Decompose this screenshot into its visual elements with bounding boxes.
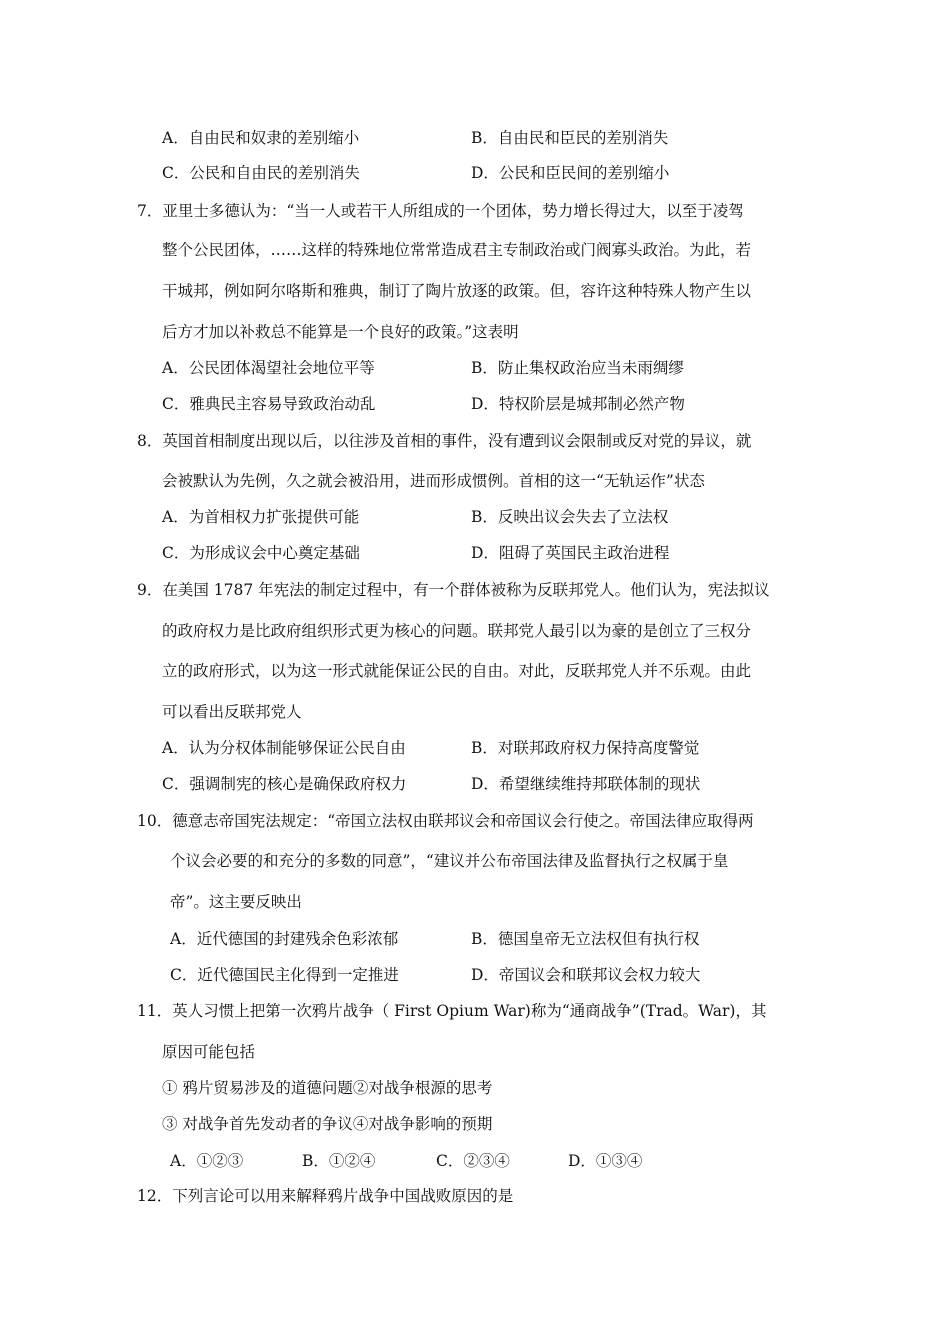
q10-stem-line: 个议会必要的和充分的多数的同意”，“建议并公布帝国法律及监督执行之权属于皇 <box>170 852 729 870</box>
q9-option-d: D．希望继续维持邦联体制的现状 <box>471 775 701 793</box>
q10-option-d: D．帝国议会和联邦议会权力较大 <box>471 966 701 984</box>
q11-statement-line: ① 鸦片贸易涉及的道德问题②对战争根源的思考 <box>162 1079 493 1097</box>
q11-statement-line: ③ 对战争首先发动者的争议④对战争影响的预期 <box>162 1115 493 1133</box>
q8-option-d: D．阻碍了英国民主政治进程 <box>471 544 670 562</box>
q11-stem-line: 原因可能包括 <box>162 1043 256 1061</box>
q8-stem-line: 8．英国首相制度出现以后，以往涉及首相的事件，没有遭到议会限制或反对党的异议，就 <box>137 432 752 450</box>
q8-option-b: B．反映出议会失去了立法权 <box>471 508 669 526</box>
q9-option-a: A．认为分权体制能够保证公民自由 <box>162 739 406 757</box>
q7-option-d: D．特权阶层是城邦制必然产物 <box>471 395 685 413</box>
q9-stem-line: 的政府权力是比政府组织形式更为核心的问题。联邦党人最引以为豪的是创立了三权分 <box>162 622 752 640</box>
q6-option-c: C．公民和自由民的差别消失 <box>162 164 360 182</box>
q11-option-d: D．①③④ <box>568 1152 643 1170</box>
q10-option-c: C．近代德国民主化得到一定推进 <box>170 966 399 984</box>
q7-option-c: C．雅典民主容易导致政治动乱 <box>162 395 376 413</box>
q10-stem-line: 10．德意志帝国宪法规定：“帝国立法权由联邦议会和帝国议会行使之。帝国法律应取得两 <box>137 812 754 830</box>
q9-option-c: C．强调制宪的核心是确保政府权力 <box>162 775 407 793</box>
q9-stem-line: 立的政府形式，以为这一形式就能保证公民的自由。对此，反联邦党人并不乐观。由此 <box>162 662 752 680</box>
q10-option-a: A．近代德国的封建残余色彩浓郁 <box>170 930 399 948</box>
q9-stem-line: 可以看出反联邦党人 <box>162 703 302 721</box>
q6-option-a: A．自由民和奴隶的差别缩小 <box>162 129 360 147</box>
q8-option-c: C．为形成议会中心奠定基础 <box>162 544 360 562</box>
q12-stem-line: 12．下列言论可以用来解释鸦片战争中国战败原因的是 <box>137 1187 514 1205</box>
q11-stem-line: 11．英人习惯上把第一次鸦片战争（ First Opium War)称为“通商战争”(Trad。War)，其 <box>137 1002 767 1020</box>
q7-option-a: A．公民团体渴望社会地位平等 <box>162 359 375 377</box>
q7-stem-line: 7．亚里士多德认为：“当一人或若干人所组成的一个团体，势力增长得过大，以至于凌驾 <box>137 202 744 220</box>
q6-option-b: B．自由民和臣民的差别消失 <box>471 129 669 147</box>
q8-stem-line: 会被默认为先例，久之就会被沿用，进而形成惯例。首相的这一“无轨运作”状态 <box>162 472 705 490</box>
q7-stem-line: 干城邦，例如阿尔咯斯和雅典，制订了陶片放逐的政策。但，容许这种特殊人物产生以 <box>162 282 752 300</box>
q8-option-a: A．为首相权力扩张提供可能 <box>162 508 360 526</box>
q10-option-b: B．德国皇帝无立法权但有执行权 <box>471 930 700 948</box>
q11-option-b: B．①②④ <box>302 1152 376 1170</box>
q9-option-b: B．对联邦政府权力保持高度警觉 <box>471 739 700 757</box>
q11-option-a: A．①②③ <box>170 1152 244 1170</box>
q9-stem-line: 9．在美国 1787 年宪法的制定过程中，有一个群体被称为反联邦党人。他们认为，宪法拟议 <box>137 581 770 599</box>
q10-stem-line: 帝”。这主要反映出 <box>170 893 302 911</box>
q7-stem-line: 后方才加以补救总不能算是一个良好的政策。”这表明 <box>162 323 519 341</box>
q7-option-b: B．防止集权政治应当未雨绸缪 <box>471 359 684 377</box>
q7-stem-line: 整个公民团体，……这样的特殊地位常常造成君主专制政治或门阀寡头政治。为此，若 <box>162 241 752 259</box>
q6-option-d: D．公民和臣民间的差别缩小 <box>471 164 670 182</box>
q11-option-c: C．②③④ <box>436 1152 510 1170</box>
